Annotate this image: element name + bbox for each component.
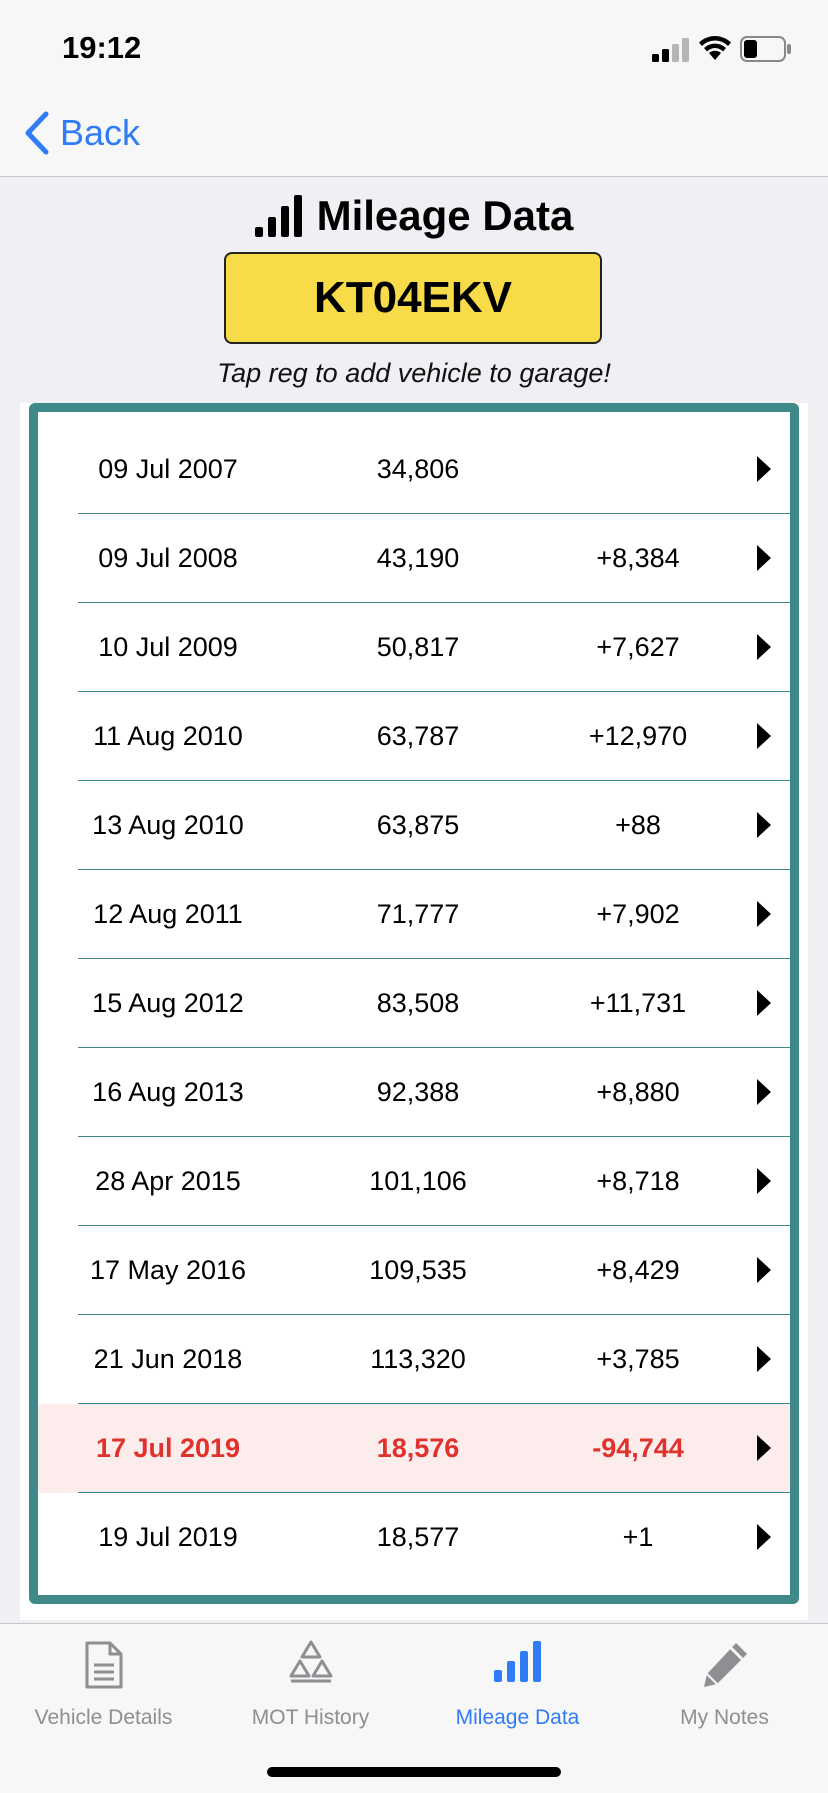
table-row[interactable] bbox=[38, 1493, 790, 1582]
cellular-signal-icon bbox=[652, 38, 690, 62]
tab-vehicle-details[interactable] bbox=[0, 1624, 207, 1734]
table-row[interactable] bbox=[38, 1226, 790, 1315]
tab-label: Mileage Data bbox=[455, 1706, 580, 1729]
tab-label: Vehicle Details bbox=[34, 1706, 173, 1729]
row-date: 09 Jul 2008 bbox=[98, 543, 238, 573]
tab-label: My Notes bbox=[680, 1706, 769, 1729]
row-mileage: 18,577 bbox=[376, 1522, 460, 1552]
row-mileage: 113,320 bbox=[370, 1344, 466, 1374]
row-date: 16 Aug 2013 bbox=[92, 1077, 244, 1107]
table-row[interactable] bbox=[38, 514, 790, 603]
row-difference: +8,880 bbox=[596, 1077, 680, 1107]
page-header bbox=[0, 188, 828, 244]
row-date: 09 Jul 2007 bbox=[98, 454, 238, 484]
disclosure-arrow-icon bbox=[756, 1256, 772, 1284]
row-mileage: 34,806 bbox=[376, 454, 460, 484]
back-button[interactable] bbox=[24, 108, 140, 158]
document-icon bbox=[84, 1640, 124, 1690]
row-date: 17 Jul 2019 bbox=[95, 1433, 241, 1463]
table-row[interactable] bbox=[38, 1315, 790, 1404]
mot-triangles-icon bbox=[287, 1640, 335, 1684]
row-difference: +1 bbox=[622, 1522, 654, 1552]
row-mileage: 109,535 bbox=[369, 1255, 467, 1285]
row-date: 10 Jul 2009 bbox=[98, 632, 238, 662]
disclosure-arrow-icon bbox=[756, 900, 772, 928]
row-difference: +8,384 bbox=[596, 543, 680, 573]
row-date: 11 Aug 2010 bbox=[93, 721, 243, 751]
row-divider-inset bbox=[38, 1582, 78, 1583]
tab-my-notes[interactable] bbox=[621, 1624, 828, 1734]
table-row[interactable] bbox=[38, 603, 790, 692]
back-label: Back bbox=[60, 112, 141, 153]
mileage-rows bbox=[38, 425, 790, 1582]
signal-bars-icon bbox=[255, 193, 305, 239]
disclosure-arrow-icon bbox=[756, 1078, 772, 1106]
row-date: 21 Jun 2018 bbox=[93, 1344, 243, 1374]
chevron-left-icon bbox=[24, 111, 50, 155]
garage-hint: Tap reg to add vehicle to garage! bbox=[217, 358, 611, 388]
signal-bars-icon bbox=[494, 1640, 542, 1684]
row-date: 13 Aug 2010 bbox=[92, 810, 244, 840]
row-mileage: 43,190 bbox=[376, 543, 460, 573]
row-mileage: 71,777 bbox=[376, 899, 460, 929]
row-difference: +7,902 bbox=[596, 899, 680, 929]
row-difference: +11,731 bbox=[589, 988, 687, 1018]
top-bar bbox=[0, 0, 828, 177]
row-difference: +88 bbox=[615, 810, 661, 840]
row-date: 28 Apr 2015 bbox=[95, 1166, 241, 1196]
row-mileage: 63,787 bbox=[376, 721, 460, 751]
table-row[interactable] bbox=[38, 692, 790, 781]
tab-mileage-data[interactable] bbox=[414, 1624, 621, 1734]
disclosure-arrow-icon bbox=[756, 722, 772, 750]
table-row[interactable] bbox=[38, 425, 790, 514]
row-date: 17 May 2016 bbox=[89, 1255, 247, 1285]
disclosure-arrow-icon bbox=[756, 633, 772, 661]
row-date: 19 Jul 2019 bbox=[98, 1522, 238, 1552]
battery-icon bbox=[740, 36, 792, 62]
row-difference: +7,627 bbox=[596, 632, 680, 662]
registration-plate[interactable]: KT04EKV bbox=[224, 252, 602, 344]
row-mileage: 101,106 bbox=[369, 1166, 467, 1196]
row-mileage: 83,508 bbox=[376, 988, 460, 1018]
row-mileage: 92,388 bbox=[376, 1077, 460, 1107]
row-difference: -94,744 bbox=[592, 1433, 684, 1463]
pencil-icon bbox=[700, 1640, 750, 1690]
disclosure-arrow-icon bbox=[756, 989, 772, 1017]
disclosure-arrow-icon bbox=[756, 544, 772, 572]
row-mileage: 18,576 bbox=[376, 1433, 460, 1463]
row-difference bbox=[558, 425, 718, 514]
row-mileage: 50,817 bbox=[376, 632, 460, 662]
disclosure-arrow-icon bbox=[756, 811, 772, 839]
row-difference: +12,970 bbox=[588, 721, 688, 751]
row-difference: +8,718 bbox=[596, 1166, 680, 1196]
row-difference: +8,429 bbox=[596, 1255, 680, 1285]
table-row[interactable] bbox=[38, 1404, 790, 1493]
mileage-table bbox=[29, 403, 799, 1604]
disclosure-arrow-icon bbox=[756, 1345, 772, 1373]
home-indicator[interactable] bbox=[267, 1767, 561, 1777]
table-row[interactable] bbox=[38, 781, 790, 870]
page-title: Mileage Data bbox=[316, 192, 574, 239]
table-row[interactable] bbox=[38, 1048, 790, 1137]
tab-label: MOT History bbox=[251, 1706, 370, 1729]
status-time: 19:12 bbox=[62, 30, 142, 65]
disclosure-arrow-icon bbox=[756, 1523, 772, 1551]
wifi-icon bbox=[697, 34, 733, 62]
disclosure-arrow-icon bbox=[756, 455, 772, 483]
disclosure-arrow-icon bbox=[756, 1167, 772, 1195]
row-date: 15 Aug 2012 bbox=[92, 988, 244, 1018]
table-row[interactable] bbox=[38, 870, 790, 959]
table-row[interactable] bbox=[38, 1137, 790, 1226]
tab-mot-history[interactable] bbox=[207, 1624, 414, 1734]
row-difference: +3,785 bbox=[596, 1344, 680, 1374]
table-row[interactable] bbox=[38, 959, 790, 1048]
row-mileage: 63,875 bbox=[376, 810, 460, 840]
disclosure-arrow-icon bbox=[756, 1434, 772, 1462]
row-date: 12 Aug 2011 bbox=[93, 899, 243, 929]
